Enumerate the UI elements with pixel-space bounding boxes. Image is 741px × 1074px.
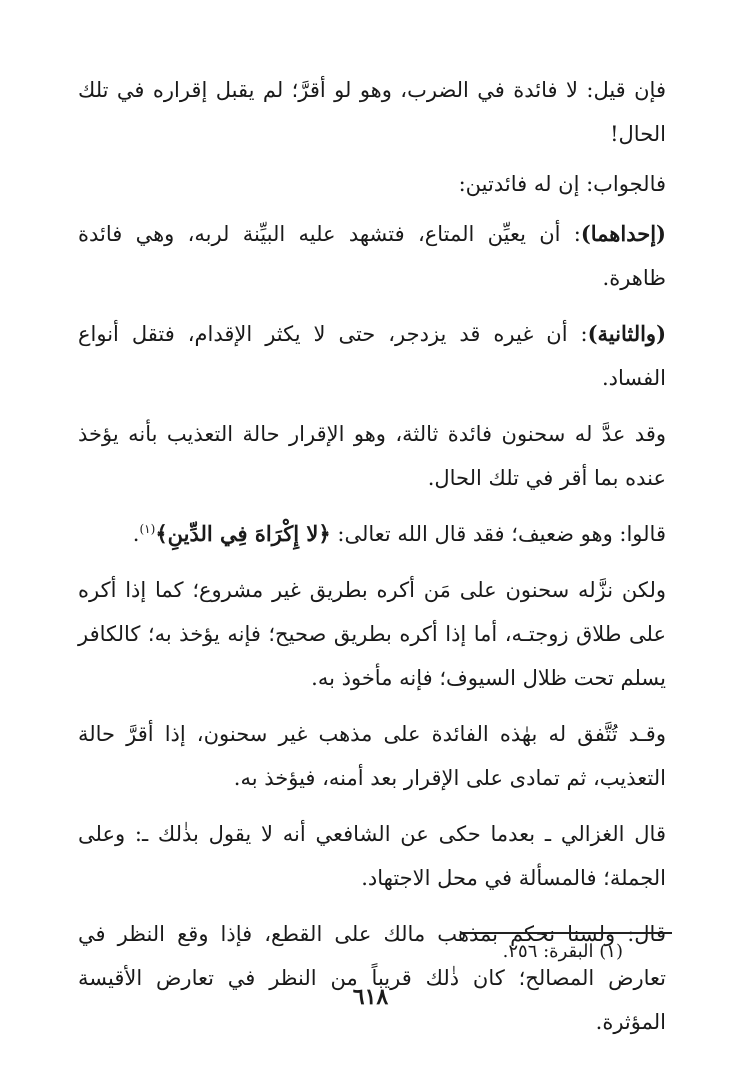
paragraph-objection: فإن قيل: لا فائدة في الضرب، وهو لو أقرَّ؛ لم يقبل إقراره في تلك الحال! bbox=[78, 78, 666, 146]
paragraph-sahnun-interpretation: ولكن نزَّله سحنون على مَن أكره بطريق غير مشروع؛ كما إذا أكره على طلاق زوجتـه، أما إذا أكره بطريق صحيح؛ فإنه يؤخذ به؛ كالكافر يسلم تحت ظلال السيوف؛ فإنه مأخوذ به. bbox=[78, 578, 666, 690]
quran-verse: ﴿لا إِكْرَاهَ فِي الدِّينِ﴾ bbox=[155, 521, 331, 546]
footnote-ref: (١) bbox=[139, 522, 156, 536]
paragraph-agreement: وقـد تُتَّفق له بهٰذه الفائدة على مذهب غير سحنون، إذا أقرَّ حالة التعذيب، ثم تمادى على الإقرار بعد أمنه، فيؤخذ به. bbox=[78, 722, 666, 790]
first-benefit-label: (إحداهما) bbox=[580, 221, 666, 246]
footnote-separator bbox=[460, 932, 672, 934]
paragraph-ghazali: قال الغزالي ـ بعدما حكى عن الشافعي أنه لا يقول بذٰلك ـ: وعلى الجملة؛ فالمسألة في محل الاجتهاد. bbox=[78, 822, 666, 890]
page-number: ٦١٨ bbox=[352, 984, 389, 1010]
paragraph-conclusion: قال: ولسنا نحكم بمذهب مالك على القطع، فإذا وقع النظر في تعارض المصالح؛ كان ذٰلك قريباً من النظر في تعارض الأقيسة المؤثرة. bbox=[78, 922, 666, 1034]
paragraph-second-benefit: (والثانية): أن غيره قد يزدجر، حتى لا يكثر الإقدام، فتقل أنواع الفساد. bbox=[78, 321, 666, 390]
paragraph-quran-citation: قالوا: وهو ضعيف؛ فقد قال الله تعالى: ﴿لا إِكْرَاهَ فِي الدِّينِ﴾$^{(١)}$. bbox=[132, 521, 666, 546]
paragraph-third-benefit: وقد عدَّ له سحنون فائدة ثالثة، وهو الإقرار حالة التعذيب بأنه يؤخذ عنده بما أقر في تلك الحال. bbox=[78, 422, 666, 490]
second-benefit-label: (والثانية) bbox=[587, 321, 666, 346]
footnote: (١) البقرة: ٢٥٦. bbox=[502, 941, 623, 962]
paragraph-answer: فالجواب: إن له فائدتين: bbox=[458, 172, 666, 196]
main-text bbox=[78, 68, 666, 1044]
paragraph-first-benefit: (إحداهما): أن يعيِّن المتاع، فتشهد عليه البيِّنة لربه، وهي فائدة ظاهرة. bbox=[78, 221, 666, 290]
